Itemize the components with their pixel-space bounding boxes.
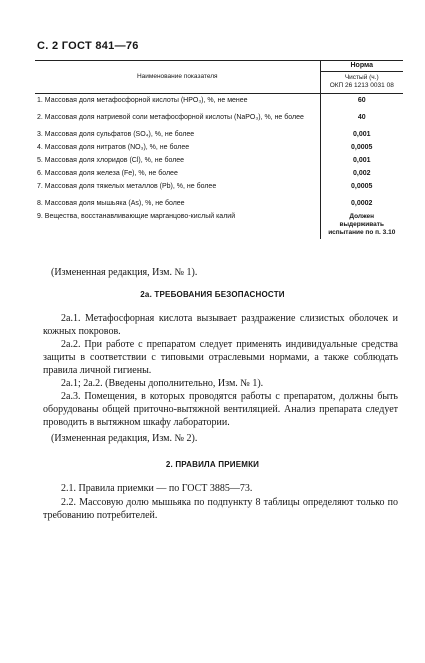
row-value: 0,0005 [320, 183, 403, 200]
row-name: 3. Массовая доля сульфатов (SO₄), %, не более [37, 131, 195, 138]
row-value: 40 [320, 114, 403, 131]
row-value: 0,0005 [320, 144, 403, 157]
row-value: 0,001 [320, 157, 403, 170]
paragraph-2-2: 2.2. Массовую долю мышьяка по подпункту 8 таблицы определяют только по требованию потребителей. [43, 497, 398, 521]
row-name: 9. Вещества, восстанавливающие марганцово-кислый калий [37, 213, 236, 220]
table-row [35, 157, 403, 170]
row-name: 7. Массовая доля тяжелых металлов (Pb), %, не более [37, 183, 217, 190]
norm-title: Норма [321, 61, 404, 72]
row-name: 4. Массовая доля нитратов (NO₃), %, не более [37, 144, 190, 151]
norm-okp-code: ОКП 26 1213 0031 08 [329, 82, 394, 89]
table-row [35, 144, 403, 157]
section-2-title: 2. ПРАВИЛА ПРИЕМКИ [165, 460, 260, 469]
row-name: 1. Массовая доля метафосфорной кислоты (HPO₃), %, не менее [37, 97, 248, 104]
table-row [35, 200, 403, 213]
row-name: 8. Массовая доля мышьяка (As), %, не более [37, 200, 185, 207]
row-name: 2. Массовая доля натриевой соли метафосфорной кислоты (NaPO₃), %, не более [37, 114, 304, 121]
table-row [35, 170, 403, 183]
row-value: 0,0002 [320, 200, 403, 213]
table-header-row [35, 61, 403, 94]
paragraph-2a-3: 2а.3. Помещения, в которых проводятся работы с препаратом, должны быть оборудованы общей приточно-вытяжной вентиляцией. Анализ препарата следует проводить в вытяжном шкафу лаборатории. [43, 391, 398, 428]
row-value [320, 213, 403, 239]
column-header-indicator: Наименование показателя [35, 61, 320, 94]
norm-grade: Чистый (ч.) [344, 74, 379, 81]
row-value: 0,001 [320, 131, 403, 144]
paragraph-2a-note: 2а.1; 2а.2. (Введены дополнительно, Изм. № 1). [61, 378, 264, 389]
table-row [35, 183, 403, 200]
table-row [35, 131, 403, 144]
paragraph-2a-1: 2а.1. Метафосфорная кислота вызывает раздражение слизистых оболочек и кожных покровов. [43, 313, 398, 337]
amendment-note-1: (Измененная редакция, Изм. № 1). [51, 267, 198, 278]
column-header-norm [320, 61, 403, 94]
row-name: 5. Массовая доля хлоридов (Cl), %, не более [37, 157, 185, 164]
table-row [35, 114, 403, 131]
norms-table [35, 60, 403, 239]
section-2a-title: 2а. ТРЕБОВАНИЯ БЕЗОПАСНОСТИ [140, 290, 285, 299]
page-header: С. 2 ГОСТ 841—76 [37, 40, 139, 52]
amendment-note-2: (Измененная редакция, Изм. № 2). [51, 433, 198, 444]
row-name: 6. Массовая доля железа (Fe), %, не более [37, 170, 178, 177]
row-value: 60 [320, 94, 403, 115]
paragraph-2a-2: 2а.2. При работе с препаратом следует применять индивидуальные средства защиты в соответствии с типовыми отраслевыми нормами, а также соблюдать правила личной гигиены. [43, 339, 398, 376]
row-value-line: Должен [349, 213, 375, 220]
row-value-line: выдерживать [339, 221, 384, 228]
row-value: 0,002 [320, 170, 403, 183]
table-row [35, 213, 403, 239]
row-value-line: испытание по п. 3.10 [328, 229, 396, 236]
table-row [35, 94, 403, 115]
paragraph-2-1: 2.1. Правила приемки — по ГОСТ 3885—73. [61, 483, 253, 494]
